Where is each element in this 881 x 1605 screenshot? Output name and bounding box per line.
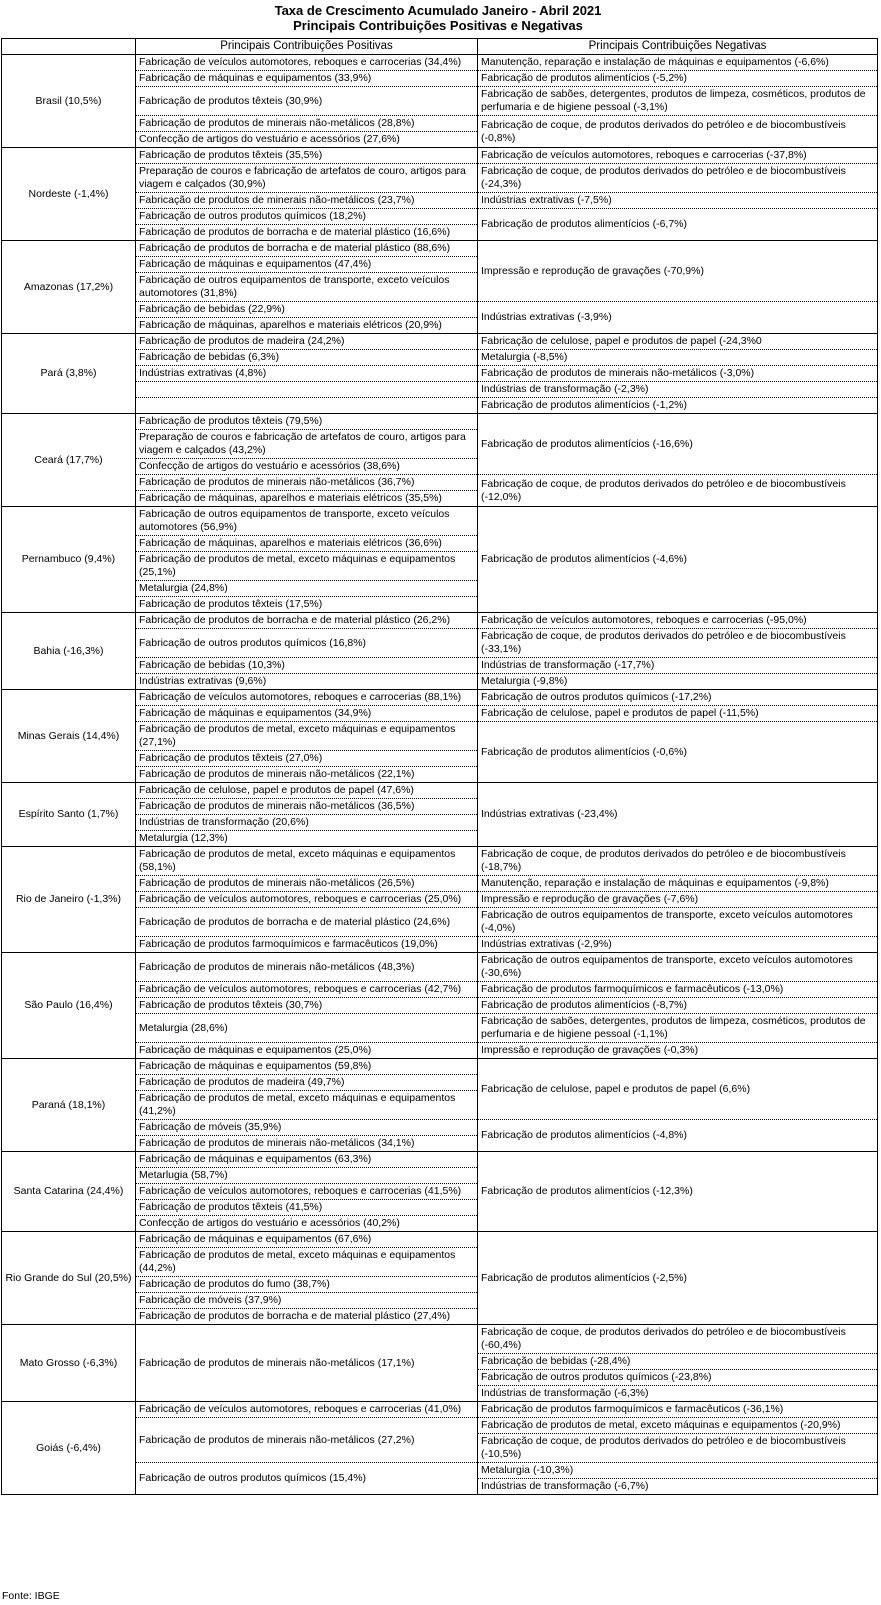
positive-contribution-cell: Fabricação de bebidas (6,3%) [136, 350, 478, 366]
negative-contribution-cell: Fabricação de outros produtos químicos (-23,8%) [478, 1370, 878, 1386]
table-row [2, 241, 878, 257]
table-row [2, 1232, 878, 1248]
negative-contribution-cell: Fabricação de celulose, papel e produtos de papel (-11,5%) [478, 706, 878, 722]
positive-contribution-cell: Fabricação de produtos de borracha e de material plástico (88,6%) [136, 241, 478, 257]
positive-contribution-cell: Fabricação de produtos de minerais não-metálicos (22,1%) [136, 767, 478, 783]
positive-contribution-cell: Confecção de artigos do vestuário e acessórios (38,6%) [136, 459, 478, 475]
positive-contribution-cell: Metarlugia (58,7%) [136, 1168, 478, 1184]
negative-contribution-cell: Impressão e reprodução de gravações (-7,6%) [478, 892, 878, 908]
table-row [2, 414, 878, 430]
positive-contribution-cell: Fabricação de produtos de minerais não-metálicos (28,8%) [136, 116, 478, 132]
header-row [2, 39, 878, 55]
region-cell: São Paulo (16,4%) [2, 953, 136, 1059]
positive-contribution-cell: Fabricação de produtos de borracha e de material plástico (24,6%) [136, 908, 478, 937]
positive-contribution-cell: Preparação de couros e fabricação de artefatos de couro, artigos para viagem e calçados (43,2%) [136, 430, 478, 459]
negative-contribution-cell: Fabricação de produtos farmoquímicos e farmacêuticos (-36,1%) [478, 1402, 878, 1418]
negative-contribution-cell: Fabricação de produtos farmoquímicos e farmacêuticos (-13,0%) [478, 982, 878, 998]
negative-contribution-cell: Indústrias extrativas (-7,5%) [478, 193, 878, 209]
positive-contribution-cell: Fabricação de produtos têxteis (35,5%) [136, 148, 478, 164]
positive-contribution-cell: Fabricação de máquinas e equipamentos (47,4%) [136, 257, 478, 273]
positive-contribution-cell: Fabricação de veículos automotores, reboques e carrocerias (41,5%) [136, 1184, 478, 1200]
positive-contribution-cell: Fabricação de produtos têxteis (27,0%) [136, 751, 478, 767]
positive-contribution-cell: Fabricação de celulose, papel e produtos de papel (47,6%) [136, 783, 478, 799]
negative-contribution-cell: Impressão e reprodução de gravações (-70,9%) [478, 241, 878, 302]
negative-contribution-cell: Indústrias extrativas (-2,9%) [478, 937, 878, 953]
negative-contribution-cell: Fabricação de coque, de produtos derivados do petróleo e de biocombustíveis (-10,5%) [478, 1434, 878, 1463]
negative-contribution-cell: Indústrias de transformação (-17,7%) [478, 658, 878, 674]
positive-contribution-cell: Fabricação de produtos têxteis (30,9%) [136, 87, 478, 116]
positive-contribution-cell: Metalurgia (24,8%) [136, 581, 478, 597]
table-row [2, 783, 878, 799]
positive-contribution-cell: Fabricação de produtos de minerais não-metálicos (26,5%) [136, 876, 478, 892]
positive-contribution-cell: Fabricação de veículos automotores, reboques e carrocerias (41,0%) [136, 1402, 478, 1418]
negative-contribution-cell: Fabricação de veículos automotores, reboques e carrocerias (-37,8%) [478, 148, 878, 164]
positive-contribution-cell: Confecção de artigos do vestuário e acessórios (40,2%) [136, 1216, 478, 1232]
region-cell: Rio Grande do Sul (20,5%) [2, 1232, 136, 1325]
negative-contribution-cell: Metalurgia (-8,5%) [478, 350, 878, 366]
positive-contribution-cell: Fabricação de produtos de madeira (24,2%) [136, 334, 478, 350]
contributions-table [1, 38, 878, 1495]
negative-contribution-cell: Fabricação de celulose, papel e produtos de papel (-24,3%0 [478, 334, 878, 350]
negative-contribution-cell: Fabricação de produtos alimentícios (-0,6%) [478, 722, 878, 783]
negative-contribution-cell: Fabricação de coque, de produtos derivados do petróleo e de biocombustíveis (-18,7%) [478, 847, 878, 876]
region-cell: Pernambuco (9,4%) [2, 507, 136, 613]
positive-contribution-cell: Confecção de artigos do vestuário e acessórios (27,6%) [136, 132, 478, 148]
positive-contribution-cell: Fabricação de máquinas e equipamentos (33,9%) [136, 71, 478, 87]
positive-contribution-cell: Fabricação de produtos de madeira (49,7%) [136, 1075, 478, 1091]
positive-contribution-cell: Metalurgia (28,6%) [136, 1014, 478, 1043]
negative-contribution-cell: Fabricação de produtos alimentícios (-6,7%) [478, 209, 878, 241]
table-row [2, 1059, 878, 1075]
negative-contribution-cell: Fabricação de outros produtos químicos (-17,2%) [478, 690, 878, 706]
positive-contribution-cell: Fabricação de máquinas, aparelhos e materiais elétricos (36,6%) [136, 536, 478, 552]
negative-contribution-cell: Fabricação de outros equipamentos de transporte, exceto veículos automotores (-4,0%) [478, 908, 878, 937]
negative-contribution-cell: Fabricação de produtos alimentícios (-4,8%) [478, 1120, 878, 1152]
positive-contribution-cell: Fabricação de produtos de metal, exceto máquinas e equipamentos (58,1%) [136, 847, 478, 876]
negative-contribution-cell: Fabricação de produtos alimentícios (-12,3%) [478, 1152, 878, 1232]
positive-contribution-cell: Fabricação de veículos automotores, reboques e carrocerias (34,4%) [136, 55, 478, 71]
region-cell: Minas Gerais (14,4%) [2, 690, 136, 783]
region-cell: Espírito Santo (1,7%) [2, 783, 136, 847]
region-cell: Mato Grosso (-6,3%) [2, 1325, 136, 1402]
table-body [2, 55, 878, 1495]
positive-contribution-cell: Indústrias de transformação (20,6%) [136, 815, 478, 831]
negative-contribution-cell: Fabricação de produtos alimentícios (-5,2%) [478, 71, 878, 87]
region-cell: Santa Catarina (24,4%) [2, 1152, 136, 1232]
positive-contribution-cell: Fabricação de produtos de borracha e de material plástico (16,6%) [136, 225, 478, 241]
negative-contribution-cell: Fabricação de celulose, papel e produtos de papel (6,6%) [478, 1059, 878, 1120]
negative-contribution-cell: Indústrias de transformação (-6,3%) [478, 1386, 878, 1402]
region-cell: Rio de Janeiro (-1,3%) [2, 847, 136, 953]
positive-contribution-cell: Fabricação de outros produtos químicos (18,2%) [136, 209, 478, 225]
region-cell: Paraná (18,1%) [2, 1059, 136, 1152]
positive-contribution-cell: Fabricação de máquinas e equipamentos (63,3%) [136, 1152, 478, 1168]
negative-contribution-cell: Fabricação de produtos de metal, exceto máquinas e equipamentos (-20,9%) [478, 1418, 878, 1434]
positive-contribution-cell: Fabricação de produtos de borracha e de material plástico (26,2%) [136, 613, 478, 629]
negative-contribution-cell: Fabricação de coque, de produtos derivados do petróleo e de biocombustíveis (-0,8%) [478, 116, 878, 148]
positive-contribution-cell: Fabricação de móveis (37,9%) [136, 1293, 478, 1309]
positive-contribution-cell: Fabricação de produtos de minerais não-metálicos (34,1%) [136, 1136, 478, 1152]
page-subtitle: Principais Contribuições Positivas e Negativas [293, 18, 583, 33]
table-row [2, 507, 878, 536]
negative-contribution-cell: Indústrias extrativas (-23,4%) [478, 783, 878, 847]
table-row [2, 847, 878, 876]
region-cell: Nordeste (-1,4%) [2, 148, 136, 241]
positive-contribution-cell: Fabricação de produtos têxteis (30,7%) [136, 998, 478, 1014]
positive-contribution-cell: Fabricação de produtos de metal, exceto máquinas e equipamentos (41,2%) [136, 1091, 478, 1120]
negative-contribution-cell: Fabricação de produtos alimentícios (-1,2%) [478, 398, 878, 414]
positive-contribution-cell: Fabricação de máquinas, aparelhos e materiais elétricos (20,9%) [136, 318, 478, 334]
positive-contribution-cell: Indústrias extrativas (9,6%) [136, 674, 478, 690]
positive-header: Principais Contribuições Positivas [136, 39, 478, 55]
negative-contribution-cell: Fabricação de sabões, detergentes, produtos de limpeza, cosméticos, produtos de perfumaria e de higiene pessoal (-3,1%) [478, 87, 878, 116]
positive-contribution-cell: Fabricação de produtos têxteis (17,5%) [136, 597, 478, 613]
table-row [2, 1152, 878, 1168]
positive-contribution-cell: Indústrias extrativas (4,8%) [136, 366, 478, 382]
positive-contribution-cell: Fabricação de produtos farmoquímicos e farmacêuticos (19,0%) [136, 937, 478, 953]
negative-contribution-cell: Indústrias de transformação (-6,7%) [478, 1479, 878, 1495]
title-block [0, 3, 876, 33]
region-cell: Ceará (17,7%) [2, 414, 136, 507]
positive-contribution-cell: Fabricação de outros produtos químicos (15,4%) [136, 1463, 478, 1495]
positive-contribution-cell: Fabricação de máquinas e equipamentos (25,0%) [136, 1043, 478, 1059]
negative-contribution-cell: Impressão e reprodução de gravações (-0,3%) [478, 1043, 878, 1059]
negative-contribution-cell: Metalurgia (-10,3%) [478, 1463, 878, 1479]
region-cell: Amazonas (17,2%) [2, 241, 136, 334]
region-cell: Pará (3,8%) [2, 334, 136, 414]
negative-contribution-cell: Fabricação de produtos alimentícios (-2,5%) [478, 1232, 878, 1325]
negative-contribution-cell: Indústrias extrativas (-3,9%) [478, 302, 878, 334]
negative-header: Principais Contribuições Negativas [478, 39, 878, 55]
positive-contribution-cell: Fabricação de produtos de borracha e de material plástico (27,4%) [136, 1309, 478, 1325]
positive-contribution-cell: Fabricação de produtos de minerais não-metálicos (23,7%) [136, 193, 478, 209]
positive-contribution-cell: Fabricação de máquinas e equipamentos (59,8%) [136, 1059, 478, 1075]
positive-contribution-cell: Fabricação de veículos automotores, reboques e carrocerias (25,0%) [136, 892, 478, 908]
negative-contribution-cell: Fabricação de coque, de produtos derivados do petróleo e de biocombustíveis (-12,0%) [478, 475, 878, 507]
negative-contribution-cell: Fabricação de coque, de produtos derivados do petróleo e de biocombustíveis (-60,4%) [478, 1325, 878, 1354]
positive-contribution-cell: Fabricação de produtos de minerais não-metálicos (27,2%) [136, 1418, 478, 1463]
negative-contribution-cell: Fabricação de veículos automotores, reboques e carrocerias (-95,0%) [478, 613, 878, 629]
positive-contribution-cell: Fabricação de máquinas, aparelhos e materiais elétricos (35,5%) [136, 491, 478, 507]
region-cell: Brasil (10,5%) [2, 55, 136, 148]
table-row [2, 55, 878, 71]
positive-contribution-cell: Fabricação de produtos de metal, exceto máquinas e equipamentos (25,1%) [136, 552, 478, 581]
negative-contribution-cell: Fabricação de outros equipamentos de transporte, exceto veículos automotores (-30,6%) [478, 953, 878, 982]
positive-contribution-cell [136, 398, 478, 414]
negative-contribution-cell: Indústrias de transformação (-2,3%) [478, 382, 878, 398]
positive-contribution-cell: Metalurgia (12,3%) [136, 831, 478, 847]
positive-contribution-cell: Fabricação de produtos de minerais não-metálicos (48,3%) [136, 953, 478, 982]
positive-contribution-cell: Fabricação de máquinas e equipamentos (34,9%) [136, 706, 478, 722]
source-note: Fonte: IBGE [2, 1590, 60, 1602]
positive-contribution-cell: Fabricação de produtos têxteis (79,5%) [136, 414, 478, 430]
negative-contribution-cell: Metalurgia (-9,8%) [478, 674, 878, 690]
negative-contribution-cell: Manutenção, reparação e instalação de máquinas e equipamentos (-6,6%) [478, 55, 878, 71]
region-header [2, 39, 136, 55]
positive-contribution-cell: Fabricação de produtos de minerais não-metálicos (17,1%) [136, 1325, 478, 1402]
positive-contribution-cell: Fabricação de móveis (35,9%) [136, 1120, 478, 1136]
positive-contribution-cell: Fabricação de produtos de metal, exceto máquinas e equipamentos (44,2%) [136, 1248, 478, 1277]
positive-contribution-cell: Fabricação de bebidas (10,3%) [136, 658, 478, 674]
table-row [2, 1402, 878, 1418]
positive-contribution-cell: Fabricação de outros equipamentos de transporte, exceto veículos automotores (31,8%) [136, 273, 478, 302]
table-row [2, 1325, 878, 1354]
positive-contribution-cell: Fabricação de outros equipamentos de transporte, exceto veículos automotores (56,9%) [136, 507, 478, 536]
negative-contribution-cell: Fabricação de produtos de minerais não-metálicos (-3,0%) [478, 366, 878, 382]
positive-contribution-cell: Fabricação de veículos automotores, reboques e carrocerias (42,7%) [136, 982, 478, 998]
region-cell: Goiás (-6,4%) [2, 1402, 136, 1495]
positive-contribution-cell: Fabricação de produtos têxteis (41,5%) [136, 1200, 478, 1216]
negative-contribution-cell: Fabricação de produtos alimentícios (-16,6%) [478, 414, 878, 475]
positive-contribution-cell: Fabricação de bebidas (22,9%) [136, 302, 478, 318]
negative-contribution-cell: Fabricação de produtos alimentícios (-4,6%) [478, 507, 878, 613]
positive-contribution-cell: Preparação de couros e fabricação de artefatos de couro, artigos para viagem e calçados (30,9%) [136, 164, 478, 193]
positive-contribution-cell: Fabricação de outros produtos químicos (16,8%) [136, 629, 478, 658]
positive-contribution-cell: Fabricação de veículos automotores, reboques e carrocerias (88,1%) [136, 690, 478, 706]
positive-contribution-cell: Fabricação de máquinas e equipamentos (67,6%) [136, 1232, 478, 1248]
negative-contribution-cell: Fabricação de coque, de produtos derivados do petróleo e de biocombustíveis (-24,3%) [478, 164, 878, 193]
page-title: Taxa de Crescimento Acumulado Janeiro - Abril 2021 [274, 3, 602, 18]
negative-contribution-cell: Fabricação de produtos alimentícios (-8,7%) [478, 998, 878, 1014]
positive-contribution-cell [136, 382, 478, 398]
table-row [2, 334, 878, 350]
positive-contribution-cell: Fabricação de produtos do fumo (38,7%) [136, 1277, 478, 1293]
positive-contribution-cell: Fabricação de produtos de metal, exceto máquinas e equipamentos (27,1%) [136, 722, 478, 751]
table-row [2, 613, 878, 629]
region-cell: Bahia (-16,3%) [2, 613, 136, 690]
negative-contribution-cell: Fabricação de bebidas (-28,4%) [478, 1354, 878, 1370]
negative-contribution-cell: Fabricação de coque, de produtos derivados do petróleo e de biocombustíveis (-33,1%) [478, 629, 878, 658]
table-row [2, 953, 878, 982]
positive-contribution-cell: Fabricação de produtos de minerais não-metálicos (36,5%) [136, 799, 478, 815]
negative-contribution-cell: Fabricação de sabões, detergentes, produtos de limpeza, cosméticos, produtos de perfumaria e de higiene pessoal (-1,1%) [478, 1014, 878, 1043]
positive-contribution-cell: Fabricação de produtos de minerais não-metálicos (36,7%) [136, 475, 478, 491]
negative-contribution-cell: Manutenção, reparação e instalação de máquinas e equipamentos (-9,8%) [478, 876, 878, 892]
table-row [2, 690, 878, 706]
table-row [2, 148, 878, 164]
